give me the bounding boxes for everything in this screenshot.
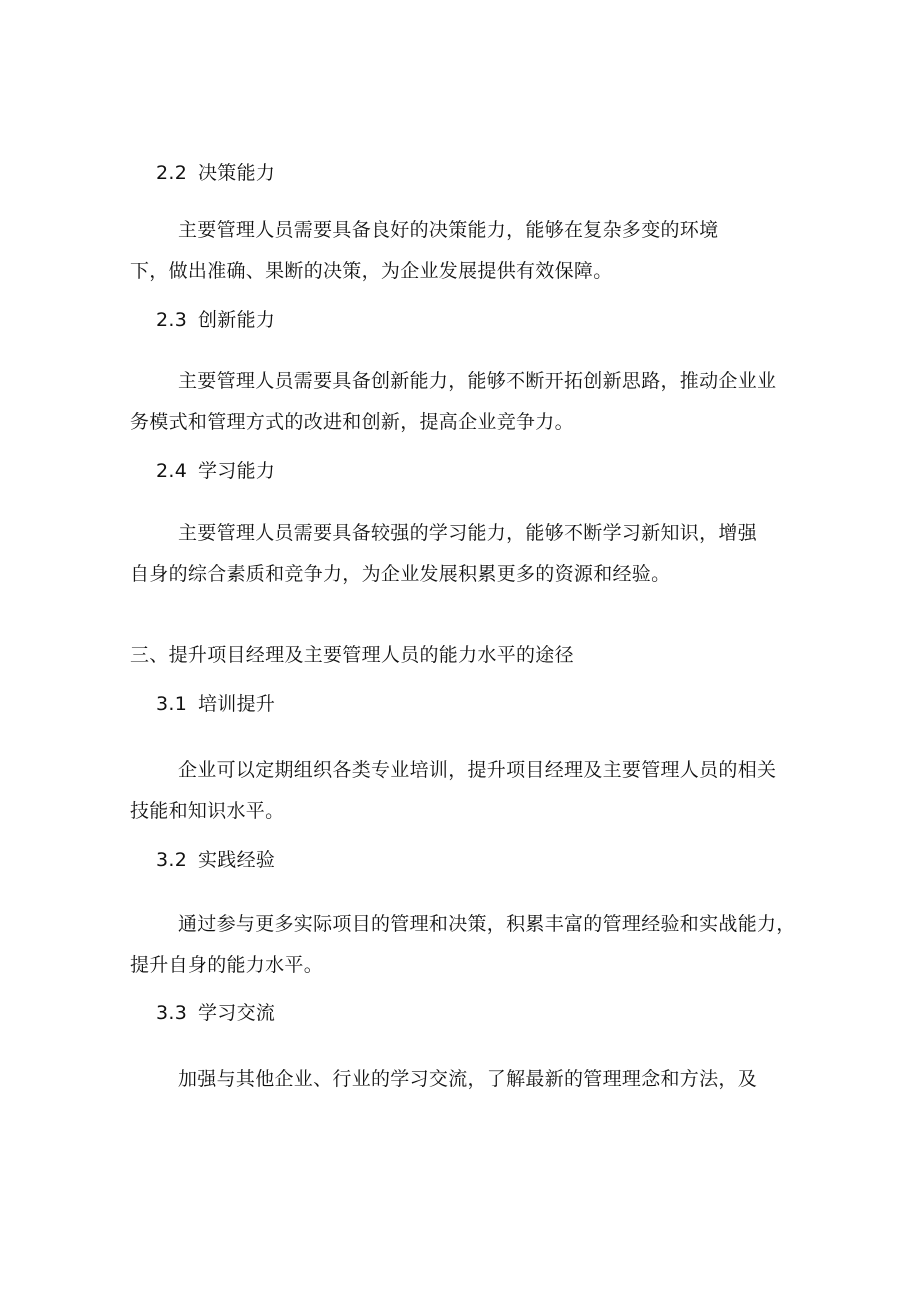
section-heading-2-2 xyxy=(156,160,275,186)
paragraph-line: 通过参与更多实际项目的管理和决策，积累丰富的管理经验和实战能力， xyxy=(178,913,796,935)
section-heading-3-1 xyxy=(156,691,275,717)
section-number: 3.3 xyxy=(156,1002,188,1024)
section-number: 2.4 xyxy=(156,460,188,482)
section-title: 实践经验 xyxy=(198,849,276,871)
section-number: 3.2 xyxy=(156,849,188,871)
paragraph-line: 企业可以定期组织各类专业培训，提升项目经理及主要管理人员的相关 xyxy=(178,759,777,781)
section-title: 学习交流 xyxy=(198,1002,276,1024)
paragraph-line: 务模式和管理方式的改进和创新，提高企业竞争力。 xyxy=(130,411,574,433)
section-number: 2.3 xyxy=(156,309,188,331)
paragraph-line: 主要管理人员需要具备较强的学习能力，能够不断学习新知识，增强 xyxy=(178,522,758,544)
section-title: 培训提升 xyxy=(198,693,276,715)
paragraph-line: 主要管理人员需要具备创新能力，能够不断开拓创新思路，推动企业业 xyxy=(178,370,777,392)
paragraph-line: 提升自身的能力水平。 xyxy=(130,954,324,976)
chapter-heading: 三、提升项目经理及主要管理人员的能力水平的途径 xyxy=(130,644,574,666)
section-title: 创新能力 xyxy=(198,309,276,331)
section-heading-2-4 xyxy=(156,458,275,484)
section-heading-2-3 xyxy=(156,307,275,333)
section-title: 学习能力 xyxy=(198,460,276,482)
section-number: 2.2 xyxy=(156,162,188,184)
section-heading-3-2 xyxy=(156,847,275,873)
paragraph-line: 技能和知识水平。 xyxy=(130,800,285,822)
section-heading-3-3 xyxy=(156,1000,275,1026)
section-title: 决策能力 xyxy=(198,162,276,184)
paragraph-line: 自身的综合素质和竞争力，为企业发展积累更多的资源和经验。 xyxy=(130,563,671,585)
section-number: 3.1 xyxy=(156,693,188,715)
paragraph-line: 加强与其他企业、行业的学习交流，了解最新的管理理念和方法，及 xyxy=(178,1068,758,1090)
paragraph-line: 下，做出准确、果断的决策，为企业发展提供有效保障。 xyxy=(130,260,613,282)
paragraph-line: 主要管理人员需要具备良好的决策能力，能够在复杂多变的环境 xyxy=(178,219,719,241)
